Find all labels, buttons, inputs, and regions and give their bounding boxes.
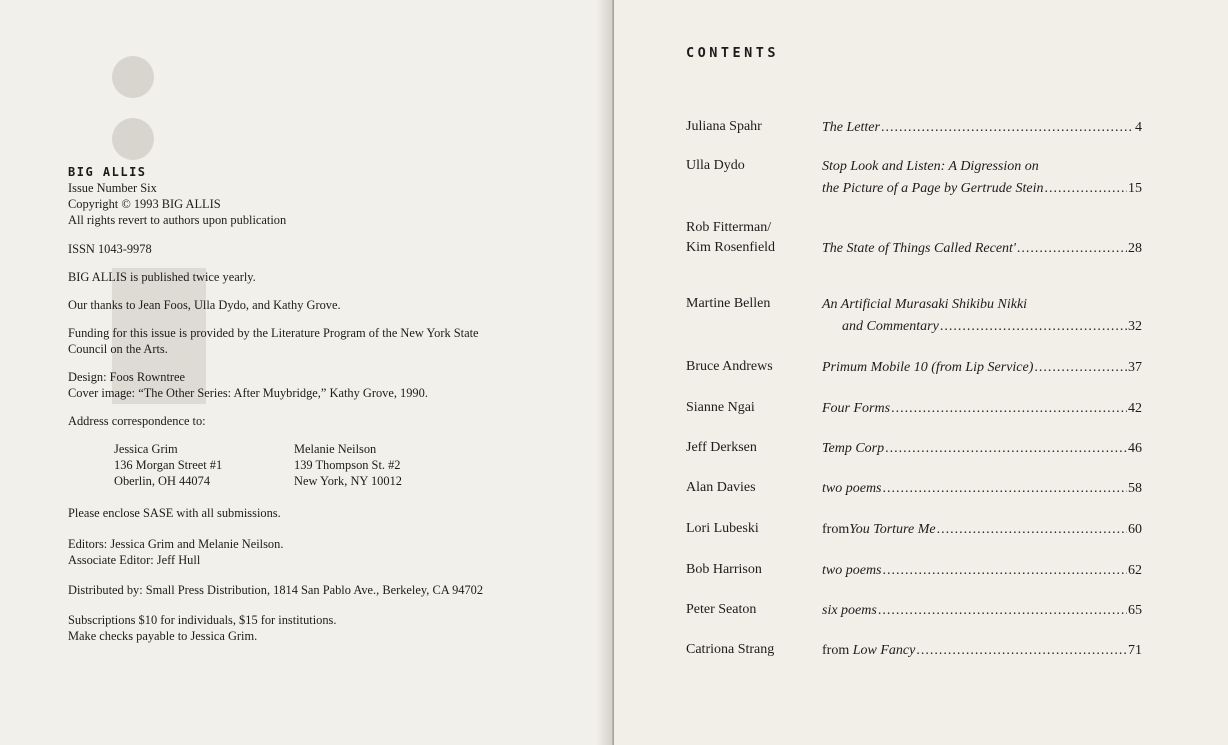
toc-entry	[686, 438, 1142, 462]
toc-entry	[686, 640, 1142, 664]
issue-number: Issue Number Six	[68, 181, 157, 195]
bleed-through-circle	[112, 118, 154, 160]
toc-title: six poems ..... 65	[822, 600, 1142, 622]
toc-author: Jeff Derksen	[686, 440, 757, 455]
toc-author: Catriona Strang	[686, 642, 775, 657]
toc-author: Sianne Ngai	[686, 400, 755, 415]
toc-entry	[686, 294, 1142, 338]
toc-title: Stop Look and Listen: A Digression on the Picture of a Page by Gertrude Stein ..... 15	[822, 156, 1142, 200]
thanks-line: Our thanks to Jean Foos, Ulla Dydo, and Kathy Grove.	[68, 298, 341, 312]
subscriptions-line: Subscriptions $10 for individuals, $15 for institutions.	[68, 613, 337, 627]
toc-page-number: 71	[1128, 643, 1142, 658]
toc-entry	[686, 600, 1142, 624]
toc-author: Ulla Dydo	[686, 158, 745, 173]
cover-credit: Cover image: “The Other Series: After Muybridge,” Kathy Grove, 1990.	[68, 386, 428, 400]
toc-page-number: 58	[1128, 481, 1142, 496]
frequency-line: BIG ALLIS is published twice yearly.	[68, 270, 256, 284]
rights-line: All rights revert to authors upon publication	[68, 213, 287, 227]
sase-line: Please enclose SASE with all submissions.	[68, 506, 281, 520]
toc-entry	[686, 156, 1142, 200]
issn-line: ISSN 1043-9978	[68, 242, 152, 256]
toc-title: The State of Things Called Recent' ..... 28	[822, 238, 1142, 260]
address-city: New York, NY 10012	[294, 474, 402, 488]
magazine-title: BIG ALLIS	[68, 165, 147, 179]
toc-entry	[686, 218, 1142, 262]
toc-page-number: 4	[1135, 120, 1142, 135]
funding-line: Funding for this issue is provided by the Literature Program of the New York State	[68, 326, 479, 340]
toc-entry	[686, 560, 1142, 584]
left-page	[0, 0, 612, 745]
funding-line: Council on the Arts.	[68, 342, 168, 356]
toc-title: The Letter ..... 4	[822, 117, 1142, 139]
toc-author: Bruce Andrews	[686, 359, 773, 374]
toc-title: Temp Corp ..... 46	[822, 438, 1142, 460]
contents-heading: CONTENTS	[686, 45, 780, 61]
toc-page-number: 28	[1128, 241, 1142, 256]
toc-page-number: 32	[1128, 319, 1142, 334]
checks-line: Make checks payable to Jessica Grim.	[68, 629, 258, 643]
address-neilson	[294, 441, 474, 489]
toc-page-number: 37	[1128, 360, 1142, 375]
toc-page-number: 65	[1128, 603, 1142, 618]
address-name: Melanie Neilson	[294, 442, 377, 456]
bleed-through-circle	[112, 56, 154, 98]
address-city: Oberlin, OH 44074	[114, 474, 211, 488]
address-street: 136 Morgan Street #1	[114, 458, 223, 472]
toc-title: from You Torture Me ..... 60	[822, 519, 1142, 541]
toc-author: Juliana Spahr	[686, 119, 762, 134]
toc-title: Four Forms ..... 42	[822, 398, 1142, 420]
toc-title: An Artificial Murasaki Shikibu Nikki and Commentary ..... 32	[822, 294, 1142, 338]
toc-entry	[686, 519, 1142, 543]
address-intro: Address correspondence to:	[68, 414, 206, 428]
toc-author: Martine Bellen	[686, 296, 771, 311]
address-block	[114, 441, 548, 489]
toc-author: Bob Harrison	[686, 562, 762, 577]
design-credit: Design: Foos Rowntree	[68, 370, 186, 384]
toc-page-number: 60	[1128, 522, 1142, 537]
associate-editor-line: Associate Editor: Jeff Hull	[68, 553, 201, 567]
toc-title: from Low Fancy ..... 71	[822, 640, 1142, 662]
copyright-line: Copyright © 1993 BIG ALLIS	[68, 197, 221, 211]
toc-title: Primum Mobile 10 (from Lip Service) ..... 37	[822, 357, 1142, 379]
editors-line: Editors: Jessica Grim and Melanie Neilson.	[68, 537, 284, 551]
address-street: 139 Thompson St. #2	[294, 458, 401, 472]
toc-page-number: 42	[1128, 401, 1142, 416]
toc-entry	[686, 398, 1142, 422]
distribution-line: Distributed by: Small Press Distribution, 1814 San Pablo Ave., Berkeley, CA 94702	[68, 583, 484, 597]
toc-author: Rob Fitterman/ Kim Rosenfield	[686, 220, 776, 255]
toc-title: two poems ..... 58	[822, 478, 1142, 500]
toc-author: Lori Lubeski	[686, 521, 759, 536]
colophon	[68, 164, 548, 644]
address-grim	[114, 441, 294, 489]
toc-entry	[686, 117, 1142, 147]
toc-entry	[686, 357, 1142, 381]
toc-page-number: 15	[1128, 181, 1142, 196]
address-name: Jessica Grim	[114, 442, 178, 456]
toc-author: Peter Seaton	[686, 602, 757, 617]
toc-title: two poems ..... 62	[822, 560, 1142, 582]
toc-page-number: 62	[1128, 563, 1142, 578]
toc-entry	[686, 478, 1142, 502]
toc-page-number: 46	[1128, 441, 1142, 456]
toc-author: Alan Davies	[686, 480, 756, 495]
